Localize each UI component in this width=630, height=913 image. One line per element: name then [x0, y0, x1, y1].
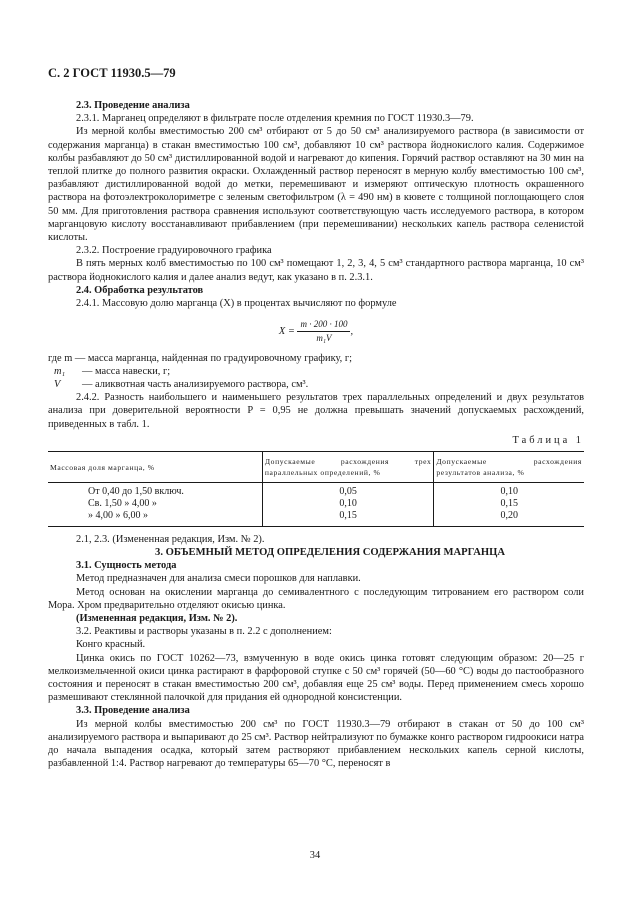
page-header: С. 2 ГОСТ 11930.5—79 [48, 66, 176, 80]
table-cell: 0,10 [262, 498, 434, 510]
legend-text: — масса навески, г; [82, 365, 171, 377]
paragraph-2-4-2: 2.4.2. Разность наибольшего и наименьшего результатов трех параллельных определений и двух результатов анализа при доверительной вероятности P = 0,95 не должна превышать значений допускаемых расхождений, приведенных в табл. 1. [48, 392, 584, 430]
page-number: 34 [309, 850, 321, 861]
paragraph-3-1-a: Метод предназначен для анализа смеси порошков для наплавки. [76, 573, 361, 585]
formula-denominator: m₁V [316, 333, 332, 344]
table-cell: » 4,00 » 6,00 » [48, 510, 262, 526]
table-row [48, 498, 584, 510]
paragraph-3-2-a: Конго красный. [76, 639, 146, 651]
formula [48, 318, 584, 345]
legend-line-m: где m — масса марганца, найденная по градуировочному графику, г; [48, 352, 352, 364]
paragraph-2-4-1: 2.4.1. Массовую долю марганца (X) в процентах вычисляют по формуле [76, 298, 397, 310]
legend-line-m1 [48, 365, 584, 378]
formula-numerator: m · 200 · 100 [297, 318, 350, 332]
document-body [48, 99, 584, 770]
formula-lhs: X = [278, 326, 295, 338]
paragraph-2-3-1-procedure: Из мерной колбы вместимостью 200 см³ отбирают от 5 до 50 см³ анализируемого раствора (в зависимости от содержания марганца) в стакан вместимостью 100 см³, добавляют 10 см³ раствора йоднокислого калия. Содержимое колбы разбавляют до 50 см³ дистиллированной водой и нагревают до кипения. Горячий раствор оставляют на 30 мин на теплой плитке до полного развития окраски. Охлажденный раствор переносят в мерную колбу вместимостью 100 см³, разбавляют дистиллированной водой до метки, перемешивают и измеряют оптическую плотность окрашенного раствора на фотоэлектроколориметре с зеленым светофильтром (λ = 490 нм) в кювете с толщиной поглощающего слоя 50 мм. Для приготовления раствора сравнения используют соответствующую часть исследуемого раствора, в котором марганцовую кислоту восстанавливают прибавлением (при перемешивании) нескольких капель раствора селенистой кислоты. [48, 126, 584, 244]
paragraph-3-2: 3.2. Реактивы и растворы указаны в п. 2.2 с дополнением: [76, 626, 332, 638]
section-2-4-heading: 2.4. Обработка результатов [76, 284, 204, 296]
column-header: Допускаемые расхождения результатов анализа, % [434, 452, 584, 483]
legend-text: — аликвотная часть анализируемого раствора, см³. [82, 379, 309, 391]
table-cell: 0,10 [434, 483, 584, 499]
table-row [48, 510, 584, 526]
formula-legend [48, 352, 584, 392]
table-cell: 0,05 [262, 483, 434, 499]
paragraph-2-3-1: 2.3.1. Марганец определяют в фильтрате после отделения кремния по ГОСТ 11930.3—79. [76, 113, 474, 125]
table-row [48, 483, 584, 499]
formula-fraction [297, 318, 350, 345]
section-3-1-heading: 3.1. Сущность метода [76, 560, 177, 572]
legend-symbol: V [54, 379, 61, 391]
paragraph-2-3-2-text: В пять мерных колб вместимостью по 100 см³ помещают 1, 2, 3, 4, 5 см³ стандартного раствора марганца, 10 см³ раствора йоднокислого калия и далее анализ ведут, как указано в п. 2.3.1. [48, 258, 584, 283]
table-header-row [48, 452, 584, 483]
table-caption: Таблица 1 [512, 434, 584, 446]
table-cell: Св. 1,50 » 4,00 » [88, 498, 157, 510]
amendment-note: 2.1, 2.3. (Измененная редакция, Изм. № 2). [76, 533, 265, 545]
legend-symbol: m₁ [54, 365, 66, 377]
formula-tail: , [350, 326, 354, 338]
amendment-note: (Измененная редакция, Изм. № 2). [76, 612, 238, 624]
paragraph-3-2-b: Цинка окись по ГОСТ 10262—73, взмученную в воде окись цинка готовят следующим образом: 20—25 г мелкоизмельченной окиси цинка растирают в фарфоровой ступке с 50 см³ горячей (50—60 °С) воды до пастообразного состояния и переносят в стакан вместимостью 200 см³, добавляя еще 25 см³ воды. Перед применением смесь хорошо размешивают стеклянной палочкой для придания ей однородной консистенции. [48, 652, 584, 704]
legend-line-v [48, 378, 584, 391]
paragraph-3-1-b: Метод основан на окислении марганца до семивалентного с последующим титрованием его раствором соли Мора. Хром предварительно отделяют окисью цинка. [48, 586, 584, 611]
section-3-3-heading: 3.3. Проведение анализа [76, 705, 190, 717]
column-header: Массовая доля марганца, % [48, 452, 262, 483]
column-header: Допускаемые расхождения трех параллельных определений, % [262, 452, 434, 483]
table-cell: От 0,40 до 1,50 включ. [88, 486, 184, 498]
table-cell: 0,15 [262, 510, 434, 526]
tolerance-table [48, 451, 584, 527]
table-cell: 0,20 [434, 510, 584, 526]
table-cell: 0,15 [434, 498, 584, 510]
paragraph-3-3-a: Из мерной колбы вместимостью 200 см³ по ГОСТ 11930.3—79 отбирают в стакан от 50 до 100 см³ анализируемого раствора и выпаривают до 25 см³. Раствор нейтрализуют по бумажке конго раствором гидроокиси натра до начала выпадения осадка, который затем растворяют прибавлением нескольких капель серной кислоты, разбавленной 1:4. Раствор нагревают до температуры 65—70 °С, переносят в [48, 718, 584, 770]
paragraph-2-3-2: 2.3.2. Построение градуировочного графика [76, 245, 272, 257]
section-3-title: 3. ОБЪЕМНЫЙ МЕТОД ОПРЕДЕЛЕНИЯ СОДЕРЖАНИЯ МАРГАНЦА [155, 546, 505, 558]
section-2-3-heading: 2.3. Проведение анализа [76, 100, 190, 111]
